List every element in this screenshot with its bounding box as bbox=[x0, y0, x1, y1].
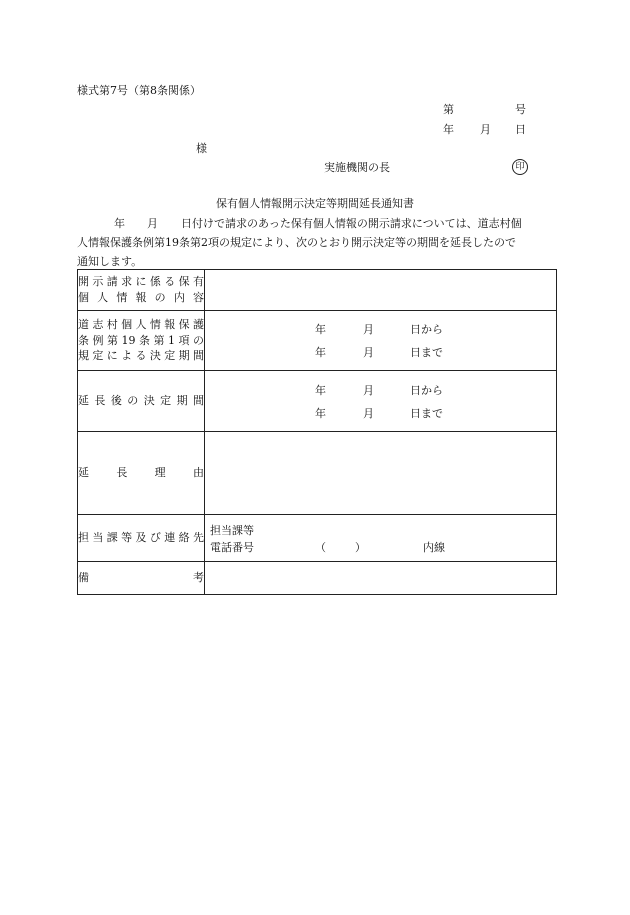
addressee-suffix: 様 bbox=[196, 142, 207, 155]
form-number: 様式第7号（第8条関係） bbox=[77, 84, 201, 97]
body-year: 年 bbox=[114, 217, 125, 230]
label-remarks: 備考 bbox=[78, 562, 205, 595]
label-contact: 担当課等及び連絡先 bbox=[78, 515, 205, 562]
label-extended-period: 延長後の決定期間 bbox=[78, 371, 205, 432]
date-day: 日 bbox=[515, 123, 526, 136]
date-month: 月 bbox=[480, 123, 491, 136]
document-title: 保有個人情報開示決定等期間延長通知書 bbox=[216, 197, 414, 210]
doc-number-prefix: 第 bbox=[443, 103, 454, 116]
body-line3: 通知します。 bbox=[77, 255, 143, 268]
label-extension-reason: 延長理由 bbox=[78, 432, 205, 515]
body-line1: 日付けで請求のあった保有個人情報の開示請求については、道志村個 bbox=[181, 217, 522, 230]
issuer-title: 実施機関の長 bbox=[324, 161, 390, 174]
value-remarks[interactable] bbox=[205, 562, 557, 595]
label-request-content: 開示請求に係る保有 個人情報の内容 bbox=[78, 270, 205, 311]
table-row-request-content bbox=[78, 270, 557, 311]
value-extension-reason[interactable] bbox=[205, 432, 557, 515]
value-extended-period[interactable]: 年 月 日から 年 月 日まで bbox=[205, 371, 557, 432]
value-original-period[interactable]: 年 月 日から 年 月 日まで bbox=[205, 311, 557, 371]
seal-stamp-icon: 印 bbox=[512, 159, 528, 175]
value-contact[interactable]: 担当課等 電話番号 （ ） 内線 bbox=[205, 515, 557, 562]
form-table bbox=[77, 269, 557, 595]
table-row-remarks bbox=[78, 562, 557, 595]
body-month: 月 bbox=[147, 217, 158, 230]
doc-number-suffix: 号 bbox=[515, 103, 526, 116]
table-row-extension-reason bbox=[78, 432, 557, 515]
label-original-period: 道志村個人情報保護 条例第19条第1項の 規定による決定期間 bbox=[78, 311, 205, 371]
value-request-content[interactable] bbox=[205, 270, 557, 311]
table-row-extended-period bbox=[78, 371, 557, 432]
table-row-original-period bbox=[78, 311, 557, 371]
date-year: 年 bbox=[443, 123, 454, 136]
body-line2: 人情報保護条例第19条第2項の規定により、次のとおり開示決定等の期間を延長したので bbox=[77, 236, 516, 249]
table-row-contact bbox=[78, 515, 557, 562]
